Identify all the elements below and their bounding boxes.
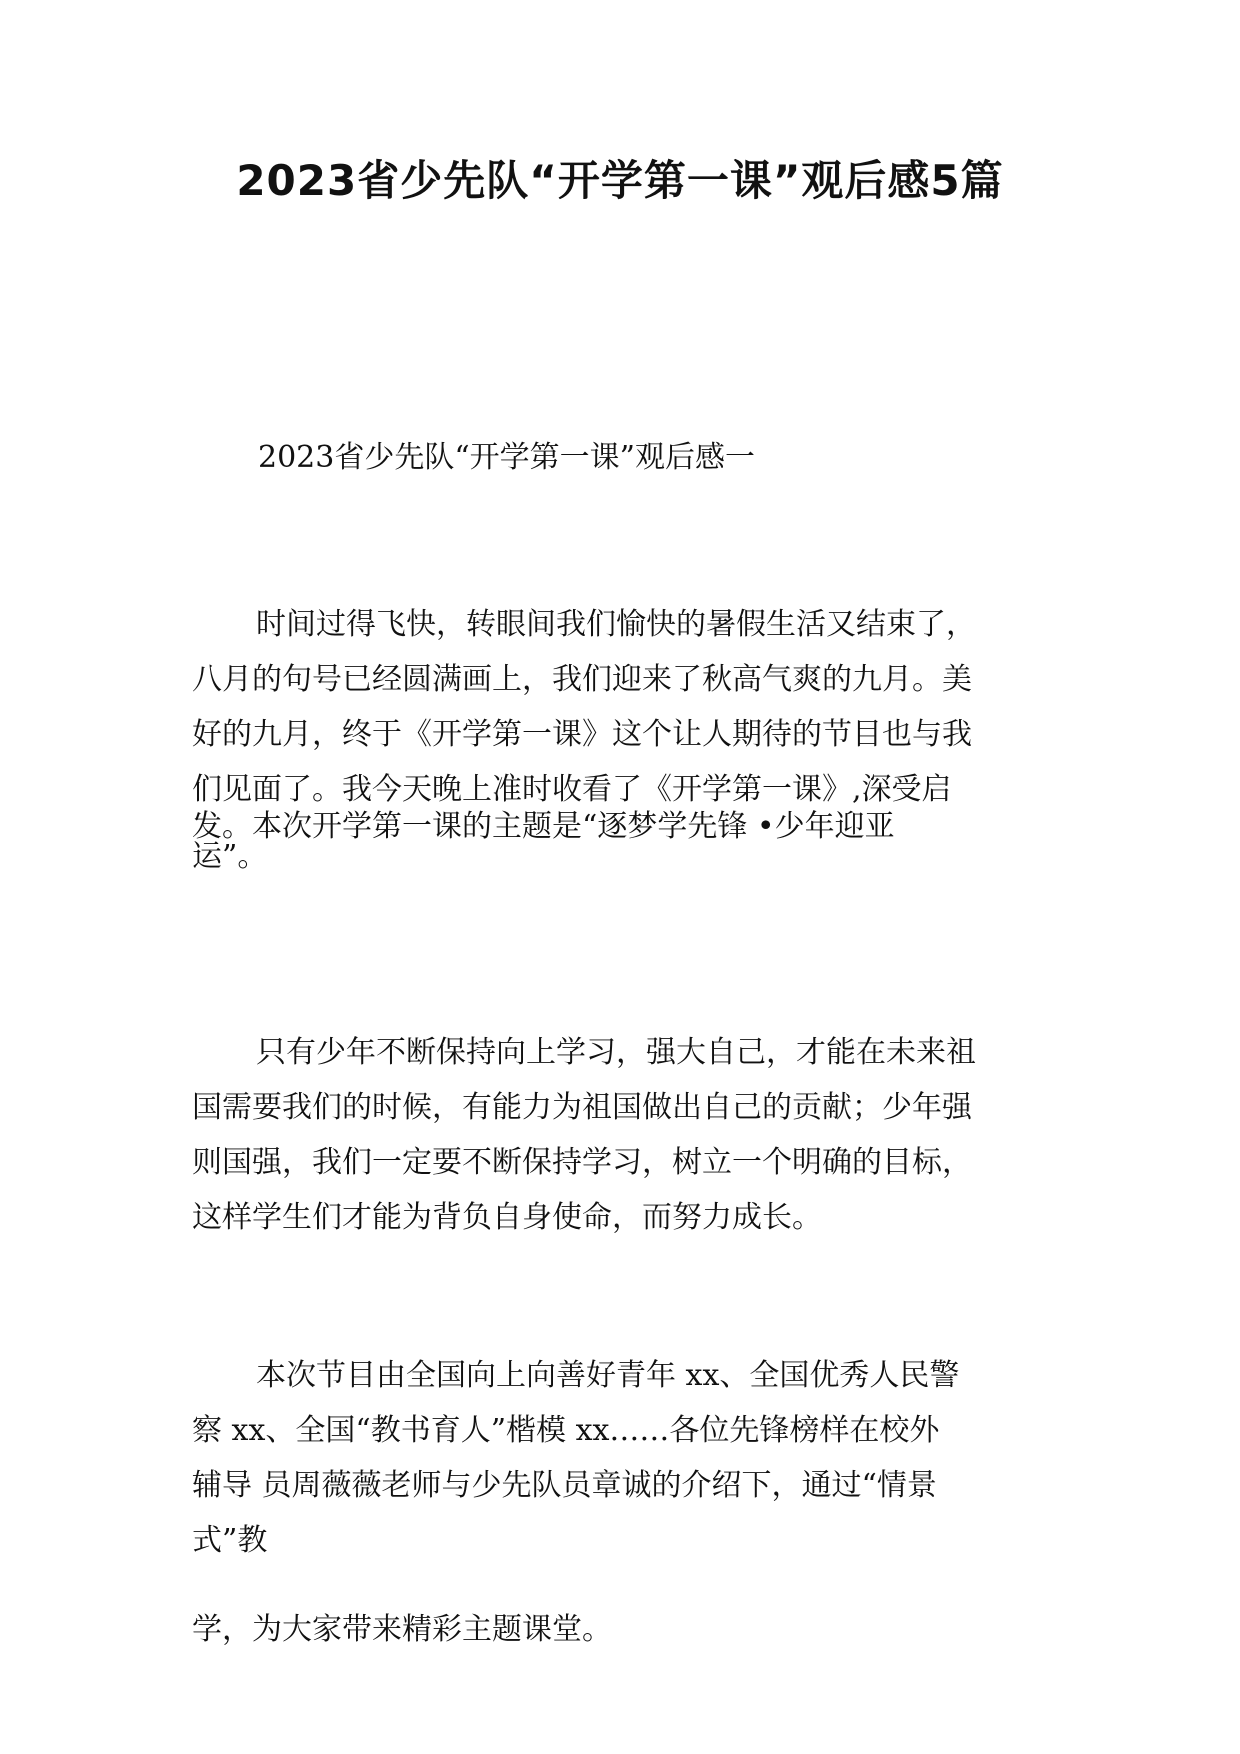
paragraph-line: 们见面了。我今天晚上准时收看了《开学第一课》,深受启 <box>192 772 952 807</box>
paragraph-line: 本次节目由全国向上向善好青年 xx、全国优秀人民警 <box>256 1358 960 1393</box>
paragraph-line: 辅导 员周薇薇老师与少先队员章诚的介绍下，通过“情景 <box>192 1468 937 1503</box>
paragraph-1 <box>192 597 1062 817</box>
paragraph-line: 式”教 <box>192 1523 268 1558</box>
paragraph-1-tail <box>192 809 1062 874</box>
section-heading: 2023省少先队“开学第一课”观后感一 <box>258 440 756 475</box>
paragraph-line: 察 xx、全国“教书育人”楷模 xx……各位先锋榜样在校外 <box>192 1413 940 1448</box>
paragraph-line: 八月的句号已经圆满画上，我们迎来了秋高气爽的九月。美 <box>192 662 972 697</box>
document-title: 2023省少先队“开学第一课”观后感5篇 <box>236 156 1004 205</box>
paragraph-3-tail <box>192 1610 1062 1650</box>
paragraph-line: 学，为大家带来精彩主题课堂。 <box>192 1612 612 1647</box>
paragraph-line: 运”。 <box>192 839 268 874</box>
paragraph-3 <box>192 1348 1062 1568</box>
paragraph-line: 发。本次开学第一课的主题是“逐梦学先锋 •少年迎亚 <box>192 809 895 844</box>
paragraph-line: 只有少年不断保持向上学习，强大自己，才能在未来祖 <box>256 1035 976 1070</box>
paragraph-line: 这样学生们才能为背负自身使命，而努力成长。 <box>192 1200 822 1235</box>
paragraph-line: 时间过得飞快，转眼间我们愉快的暑假生活又结束了， <box>256 607 976 642</box>
paragraph-line: 则国强，我们一定要不断保持学习，树立一个明确的目标， <box>192 1145 972 1180</box>
paragraph-2 <box>192 1025 1062 1245</box>
paragraph-line: 好的九月，终于《开学第一课》这个让人期待的节目也与我 <box>192 717 972 752</box>
paragraph-line: 国需要我们的时候，有能力为祖国做出自己的贡献；少年强 <box>192 1090 972 1125</box>
